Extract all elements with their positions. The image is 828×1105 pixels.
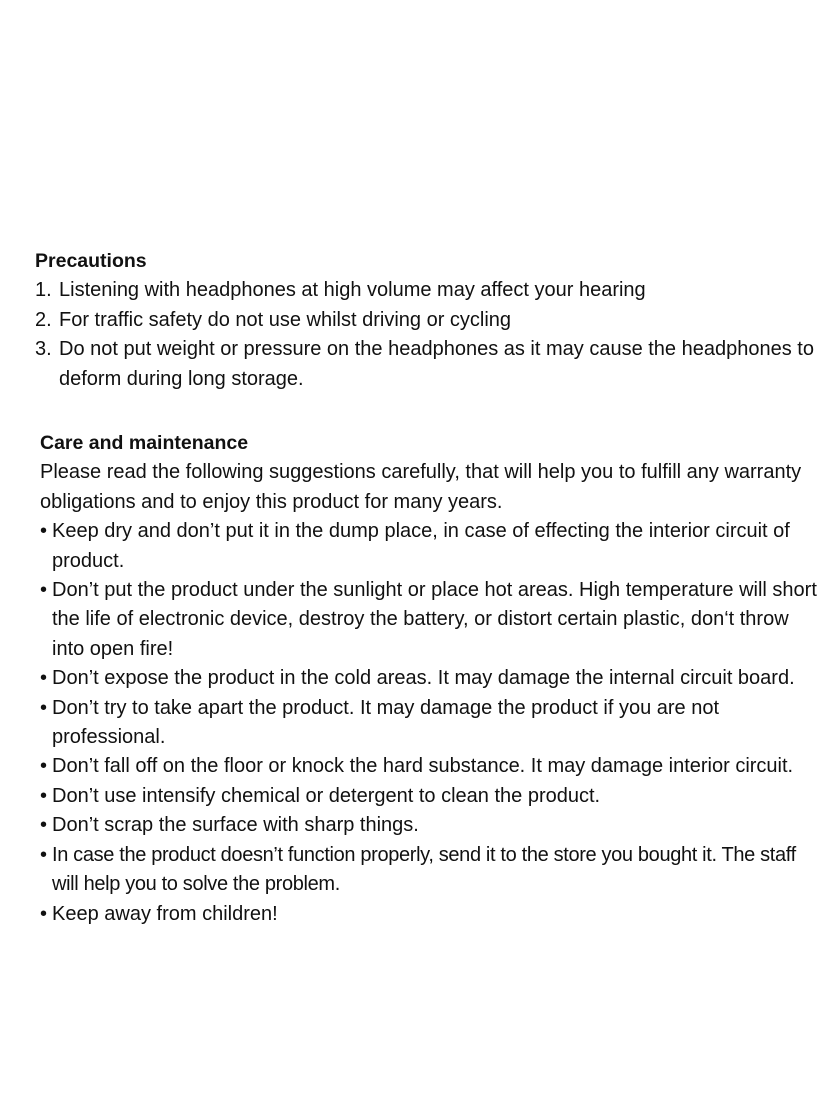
care-bullet-item	[40, 694, 825, 753]
precautions-heading: Precautions	[35, 250, 147, 272]
care-bullet-text: Don’t fall off on the floor or knock the hard substance. It may damage interior circuit.	[52, 755, 794, 778]
precaution-number: 2.	[35, 308, 52, 331]
care-bullet-text: Don’t scrap the surface with sharp things.	[52, 814, 419, 837]
care-bullet-text: Don’t expose the product in the cold areas. It may damage the internal circuit board.	[52, 667, 795, 690]
care-intro-text: Please read the following suggestions carefully, that will help you to fulfill any warranty obligations and to enjoy this product for many years.	[40, 461, 802, 513]
care-bullet-item	[40, 517, 825, 576]
care-bullet-text: In case the product doesn’t function properly, send it to the store you bought it. The staff will help you to solve the problem.	[52, 843, 796, 896]
bullet-icon: •	[40, 784, 48, 807]
care-bullet-text: Don’t put the product under the sunlight or place hot areas. High temperature will short the life of electronic device, destroy the battery, or distort certain plastic, don‘t throw into open fire!	[52, 579, 817, 660]
bullet-icon: •	[40, 814, 48, 837]
precaution-item	[35, 276, 815, 305]
precaution-item	[35, 335, 815, 394]
care-bullet-text: Keep away from children!	[52, 902, 278, 925]
bullet-icon: •	[40, 520, 48, 543]
care-bullet-item	[40, 576, 825, 664]
care-bullet-item	[40, 900, 825, 929]
care-maintenance-heading: Care and maintenance	[40, 432, 249, 454]
care-bullet-list	[40, 517, 825, 929]
care-bullet-text: Keep dry and don’t put it in the dump place, in case of effecting the interior circuit of product.	[52, 520, 790, 572]
precaution-text: Listening with headphones at high volume may affect your hearing	[59, 279, 646, 302]
precautions-section	[35, 247, 815, 394]
precaution-number: 1.	[35, 279, 52, 302]
care-maintenance-section	[40, 429, 825, 929]
bullet-icon: •	[40, 667, 48, 690]
care-bullet-item	[40, 841, 825, 900]
care-bullet-text: Don’t try to take apart the product. It may damage the product if you are not professional.	[52, 696, 720, 749]
care-bullet-item	[40, 782, 825, 811]
precaution-number: 3.	[35, 338, 52, 361]
care-bullet-item	[40, 811, 825, 840]
bullet-icon: •	[40, 696, 48, 719]
precaution-item	[35, 306, 815, 335]
care-bullet-item	[40, 664, 825, 693]
care-bullet-text: Don’t use intensify chemical or detergent to clean the product.	[52, 784, 601, 807]
bullet-icon: •	[40, 902, 48, 925]
bullet-icon: •	[40, 579, 48, 602]
bullet-icon: •	[40, 843, 47, 866]
precautions-list	[35, 276, 815, 394]
care-bullet-item	[40, 752, 825, 781]
precaution-text: For traffic safety do not use whilst driving or cycling	[59, 308, 512, 331]
bullet-icon: •	[40, 755, 48, 778]
precaution-text: Do not put weight or pressure on the headphones as it may cause the headphones to deform during long storage.	[59, 338, 814, 390]
